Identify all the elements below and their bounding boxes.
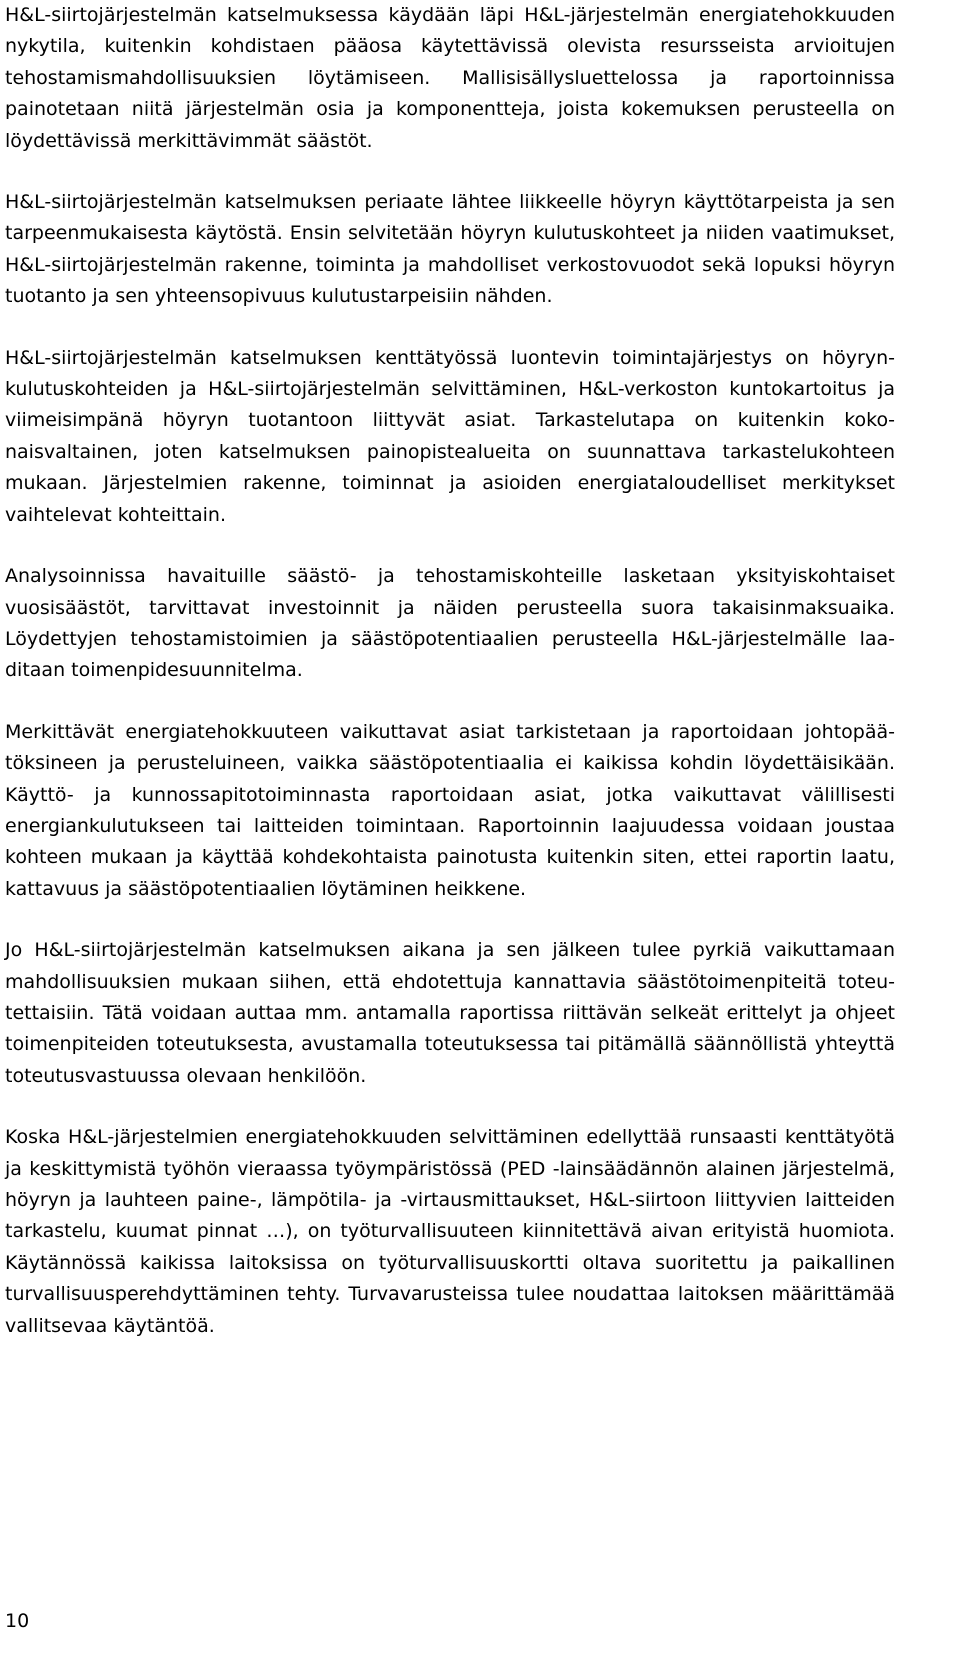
paragraph: H&L-siirtojärjestelmän katselmuksen kenttätyössä luontevin toimintajärjestys on höyrynkulutuskohteiden ja H&L-siirtojärjestelmän selvittäminen, H&L-verkoston kuntokartoitus ja viimeisimpänä höyryn tuotantoon liittyvät asiat. Tarkastelutapa on kuitenkin kokonaisvaltainen, joten katselmuksen painopistealueita on suunnattava tarkastelukohteen mukaan. Järjestelmien rakenne, toiminnat ja asioiden energiataloudelliset merkitykset vaihtelevat kohteittain. bbox=[5, 346, 895, 526]
paragraph: Analysoinnissa havaituille säästö- ja tehostamiskohteille lasketaan yksityiskohtaiset vuosisäästöt, tarvittavat investoinnit ja näiden perusteella suora takaisinmaksuaika. Löydettyjen tehostamistoimien ja säästöpotentiaalien perusteella H&L-järjestelmälle laaditaan toimenpidesuunnitelma. bbox=[5, 565, 895, 682]
paragraph: H&L-siirtojärjestelmän katselmuksessa käydään läpi H&L-järjestelmän energiatehokkuuden nykytila, kuitenkin kohdistaen pääosa käytettävissä olevista resursseista arvioitujen tehostamismahdollisuuksien löytämiseen. Mallisisällysluettelossa ja raportoinnissa painotetaan niitä järjestelmän osia ja komponentteja, joista kokemuksen perusteella on löydettävissä merkittävimmät säästöt. bbox=[5, 4, 895, 152]
paragraph: Merkittävät energiatehokkuuteen vaikuttavat asiat tarkistetaan ja raportoidaan johtopäätöksineen ja perusteluineen, vaikka säästöpotentiaalia ei kaikissa kohdin löydettäisikään. Käyttö- ja kunnossapitotoiminnasta raportoidaan asiat, jotka vaikuttavat välillisesti energiankulutukseen tai laitteiden toimintaan. Raportoinnin laajuudessa voidaan joustaa kohteen mukaan ja käyttää kohdekohtaista painotusta kuitenkin siten, ettei raportin laatu, kattavuus ja säästöpotentiaalien löytäminen heikkene. bbox=[5, 720, 895, 900]
page-number: 10 bbox=[5, 1610, 30, 1632]
body-text bbox=[5, 0, 895, 1372]
paragraph: Koska H&L-järjestelmien energiatehokkuuden selvittäminen edellyttää runsaasti kenttätyötä ja keskittymistä työhön vieraassa työympäristössä (PED -lainsäädännön alainen järjestelmä, höyryn ja lauhteen paine-, lämpötila- ja -virtausmittaukset, H&L-siirtoon liittyvien laitteiden tarkastelu, kuumat pinnat …), on työturvallisuuteen kiinnitettävä aivan erityistä huomiota. Käytännössä kaikissa laitoksissa on työturvallisuuskortti oltava suoritettu ja paikallinen turvallisuusperehdyttäminen tehty. Turvavarusteissa tulee noudattaa laitoksen määrittämää vallitsevaa käytäntöä. bbox=[5, 1126, 895, 1337]
paragraph: H&L-siirtojärjestelmän katselmuksen periaate lähtee liikkeelle höyryn käyttötarpeista ja sen tarpeenmukaisesta käytöstä. Ensin selvitetään höyryn kulutuskohteet ja niiden vaatimukset, H&L-siirtojärjestelmän rakenne, toiminta ja mahdolliset verkostovuodot sekä lopuksi höyryn tuotanto ja sen yhteensopivuus kulutustarpeisiin nähden. bbox=[5, 191, 895, 308]
paragraph: Jo H&L-siirtojärjestelmän katselmuksen aikana ja sen jälkeen tulee pyrkiä vaikuttamaan mahdollisuuksien mukaan siihen, että ehdotettuja kannattavia säästötoimenpiteitä toteutettaisiin. Tätä voidaan auttaa mm. antamalla raportissa riittävän selkeät erittelyt ja ohjeet toimenpiteiden toteutuksesta, avustamalla toteutuksessa tai pitämällä säännöllistä yhteyttä toteutusvastuussa olevaan henkilöön. bbox=[5, 939, 895, 1087]
